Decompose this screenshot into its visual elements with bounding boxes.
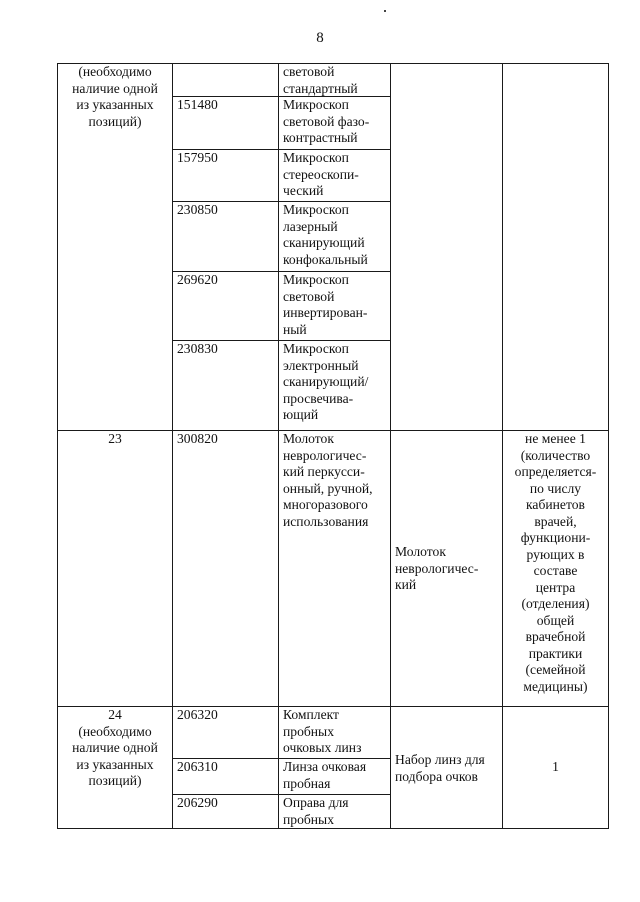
item-code: 230850 (177, 202, 218, 217)
quantity: 1 (552, 759, 559, 774)
column-border (278, 63, 279, 829)
column-border (390, 63, 391, 829)
scan-speck (384, 10, 386, 12)
item-code: 300820 (177, 431, 218, 446)
item-code: 230830 (177, 341, 218, 356)
item-name: Микроскоп лазерный сканирующий конфокальный (283, 202, 368, 267)
item-name: Комплект пробных очковых линз (283, 707, 362, 755)
column-border (608, 63, 609, 829)
item-name: Молоток неврологичес- кий перкусси- онный, ручной, многоразового использования (283, 431, 373, 529)
item-name: Микроскоп стереоскопи- ческий (283, 150, 359, 198)
row-number: 23 (108, 431, 122, 446)
product-name: Молоток неврологичес- кий (395, 544, 479, 592)
table-bottom-border (57, 828, 608, 829)
item-code: 269620 (177, 272, 218, 287)
item-code: 206290 (177, 795, 218, 810)
column-border (172, 63, 173, 829)
position-note: (необходимо наличие одной из указанных позиций) (72, 64, 158, 129)
item-code: 206320 (177, 707, 218, 722)
item-name: Микроскоп световой фазо- контрастный (283, 97, 370, 145)
quantity: не менее 1 (количество определяется- по числу кабинетов врачей, функциони- рующих в составе центра (отделения) общей врачебной практики (семейной медицины) (514, 431, 597, 694)
page-number: 8 (316, 30, 324, 46)
item-code: 151480 (177, 97, 218, 112)
item-name: Линза очковая пробная (283, 759, 367, 791)
item-name: световой стандартный (283, 64, 358, 96)
item-name: Микроскоп световой инвертирован- ный (283, 272, 368, 337)
item-code: 157950 (177, 150, 218, 165)
item-name: Микроскоп электронный сканирующий/ просвечива- ющий (283, 341, 369, 422)
product-name: Набор линз для подбора очков (395, 752, 485, 784)
row-number: 24 (необходимо наличие одной из указанных позиций) (72, 707, 158, 788)
item-code: 206310 (177, 759, 218, 774)
item-name: Оправа для пробных (283, 795, 349, 827)
